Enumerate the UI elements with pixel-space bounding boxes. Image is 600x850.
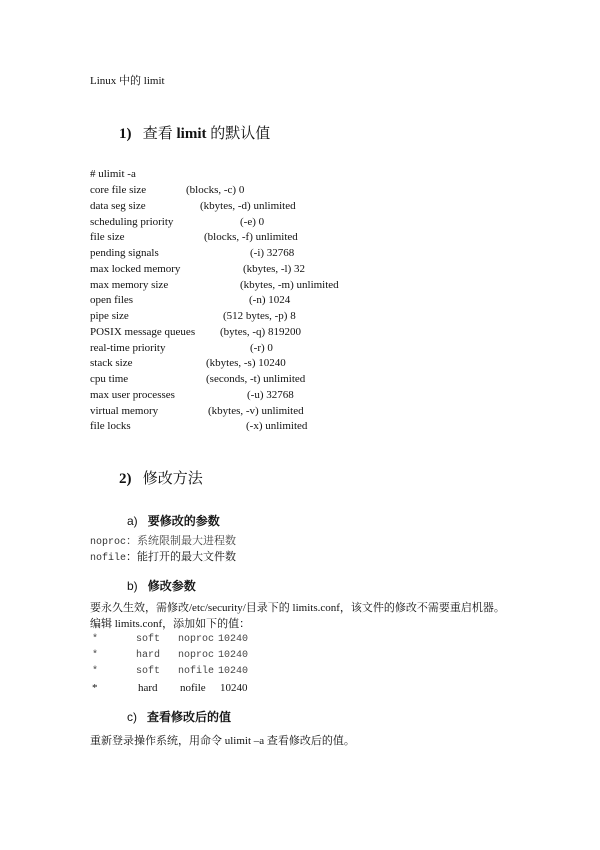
limit-value: (-x) unlimited xyxy=(246,420,308,433)
section-1-number: 1) xyxy=(119,126,132,142)
config-token: * xyxy=(92,682,98,694)
limit-name: cpu time xyxy=(90,373,129,385)
limit-value: (blocks, -c) 0 xyxy=(186,184,245,196)
config-token: 10240 xyxy=(218,634,249,645)
limit-name: POSIX message queues xyxy=(90,325,196,338)
subsection-b-label: b) xyxy=(127,579,138,593)
limit-value: (-r) 0 xyxy=(250,341,273,354)
subsection-c-label: c) xyxy=(127,710,137,724)
param-nofile-desc: ：能打开的最大文件数 xyxy=(126,551,237,563)
limit-value: (-i) 32768 xyxy=(250,247,295,259)
config-token: 10240 xyxy=(220,682,248,694)
limit-value: (-u) 32768 xyxy=(247,388,294,401)
limit-value: (kbytes, -d) unlimited xyxy=(200,199,296,212)
limit-value: (kbytes, -s) 10240 xyxy=(206,357,286,370)
config-token: * xyxy=(92,650,99,661)
subsection-a-label: a) xyxy=(127,514,138,528)
config-token: noproc xyxy=(178,634,215,645)
section-1-heading xyxy=(119,124,270,144)
limit-value: (kbytes, -v) unlimited xyxy=(208,404,304,417)
config-token: 10240 xyxy=(218,650,249,661)
config-token: noproc xyxy=(178,650,215,661)
limit-value: (bytes, -q) 819200 xyxy=(220,325,301,338)
config-token: hard xyxy=(138,682,158,694)
section-2-number: 2) xyxy=(119,471,132,487)
limit-name: file locks xyxy=(90,420,131,433)
param-nofile-code: nofile xyxy=(90,553,127,564)
config-token: nofile xyxy=(178,666,215,677)
limit-name: data seg size xyxy=(90,199,146,212)
limit-name: pipe size xyxy=(90,310,129,322)
limit-value: (kbytes, -l) 32 xyxy=(243,262,306,275)
limit-name: scheduling priority xyxy=(90,215,174,228)
limit-value: (512 bytes, -p) 8 xyxy=(223,310,296,322)
limit-name: virtual memory xyxy=(90,404,159,417)
verify-paragraph: 重新登录操作系统，用命令 ulimit –a 查看修改后的值。 xyxy=(90,735,355,747)
limit-value: (blocks, -f) unlimited xyxy=(204,231,298,244)
limit-value: (seconds, -t) unlimited xyxy=(206,373,306,385)
config-token: soft xyxy=(136,634,161,645)
limit-name: real-time priority xyxy=(90,341,166,354)
limit-name: core file size xyxy=(90,184,147,196)
section-2-title: 修改方法 xyxy=(142,471,203,487)
limit-value: (kbytes, -m) unlimited xyxy=(240,278,339,291)
limit-name: open files xyxy=(90,294,134,307)
config-token: soft xyxy=(136,666,161,677)
subsection-b-title: 修改参数 xyxy=(147,579,196,593)
config-token: nofile xyxy=(180,682,206,694)
subsection-a-title: 要修改的参数 xyxy=(147,514,220,528)
limit-name: file size xyxy=(90,231,125,244)
limit-name: max memory size xyxy=(90,278,169,291)
config-token: 10240 xyxy=(218,666,249,677)
limit-value: (-e) 0 xyxy=(240,215,265,228)
section-1-title-keyword: limit xyxy=(176,126,207,142)
section-1-title-suffix: 的默认值 xyxy=(206,126,271,142)
limit-name: max locked memory xyxy=(90,262,181,275)
limit-name: pending signals xyxy=(90,247,159,259)
limit-value: (-n) 1024 xyxy=(249,294,291,307)
instruction-paragraph-1: 要永久生效，需修改/etc/security/目录下的 limits.conf，该文件的修改不需要重启机器。 xyxy=(90,602,505,614)
section-2-heading xyxy=(119,469,203,489)
subsection-c-title: 查看修改后的值 xyxy=(147,710,232,724)
subsection-a-heading xyxy=(127,513,220,529)
ulimit-command: # ulimit -a xyxy=(90,168,136,180)
subsection-c-heading xyxy=(127,709,231,725)
limit-name: max user processes xyxy=(90,388,175,401)
param-noproc-code: noproc xyxy=(90,537,127,548)
config-token: * xyxy=(92,666,99,677)
config-token: * xyxy=(92,634,99,645)
instruction-paragraph-2: 编辑 limits.conf，添加如下的值： xyxy=(90,618,251,630)
param-noproc xyxy=(90,534,236,550)
document-title: Linux 中的 limit xyxy=(90,75,165,87)
section-1-title-prefix: 查看 xyxy=(142,126,177,142)
subsection-b-heading xyxy=(127,578,196,594)
param-nofile xyxy=(90,550,236,566)
limit-name: stack size xyxy=(90,357,133,370)
config-token: hard xyxy=(136,650,161,661)
param-noproc-desc: ：系统限制最大进程数 xyxy=(126,535,237,547)
